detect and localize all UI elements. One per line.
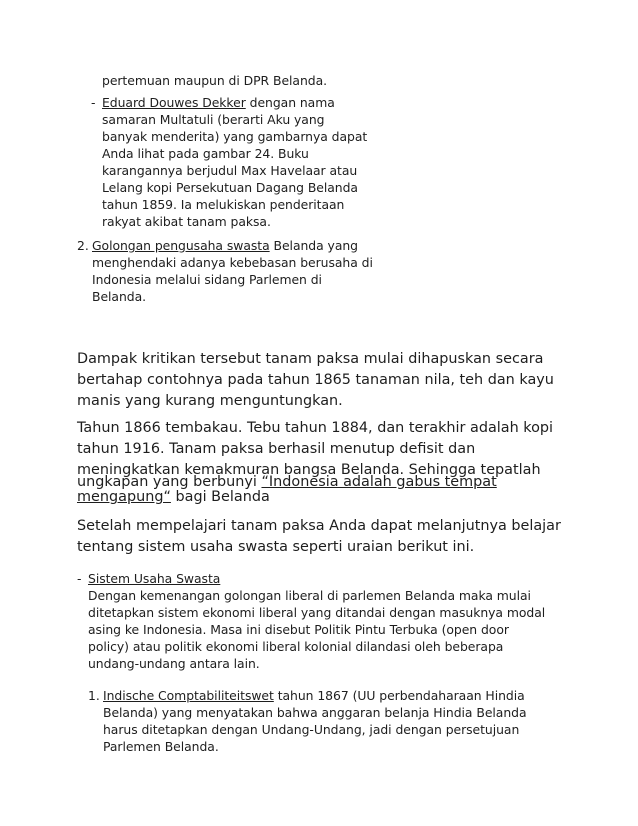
item-number: 2. [77, 238, 89, 253]
swasta-line: undang-undang antara lain. [88, 656, 260, 671]
law1-line: Belanda) yang menyatakan bahwa anggaran belanja Hindia Belanda [103, 705, 527, 720]
item2-line: menghendaki adanya kebebasan berusaha di [92, 255, 373, 270]
swasta-line: policy) atau politik ekonomi liberal kolonial dilandasi oleh beberapa [88, 639, 504, 654]
law1-first-line [103, 688, 525, 704]
law1-tail: tahun 1867 (UU perbendaharaan Hindia [273, 688, 525, 703]
dekker-name: Eduard Douwes Dekker [102, 95, 246, 110]
para2-quote-end [77, 487, 270, 508]
quote-text-end: mengapung“ [77, 489, 171, 505]
para1-line: bertahap contohnya pada tahun 1865 tanaman nila, teh dan kayu [77, 372, 554, 388]
dekker-tail: dengan nama [245, 95, 335, 110]
bullet-dash: - [77, 571, 82, 586]
dekker-line: tahun 1859. Ia melukiskan penderitaan [102, 197, 345, 212]
swasta-line: ditetapkan sistem ekonomi liberal yang ditandai dengan masuknya modal [88, 605, 546, 620]
swasta-line: asing ke Indonesia. Masa ini disebut Politik Pintu Terbuka (open door [88, 622, 509, 637]
law1-line: Parlemen Belanda. [103, 739, 219, 754]
para2-pre: ungkapan yang berbunyi [77, 474, 262, 490]
dekker-line: rakyat akibat tanam paksa. [102, 214, 271, 229]
line-dpr: pertemuan maupun di DPR Belanda. [102, 73, 328, 88]
bullet-dash: - [91, 95, 96, 110]
swasta-line: Dengan kemenangan golongan liberal di parlemen Belanda maka mulai [88, 588, 531, 603]
line-dekker [102, 95, 335, 111]
para1-line: manis yang kurang menguntungkan. [77, 393, 343, 409]
law1-line: harus ditetapkan dengan Undang-Undang, jadi dengan persetujuan [103, 722, 520, 737]
item2-term: Golongan pengusaha swasta [92, 238, 270, 253]
dekker-line: karangannya berjudul Max Havelaar atau [102, 163, 358, 178]
para2-line: meningkatkan kemakmuran bangsa Belanda. Sehingga tepatlah [77, 462, 541, 478]
para2-line: tahun 1916. Tanam paksa berhasil menutup defisit dan [77, 441, 476, 457]
para2-post: bagi Belanda [170, 489, 270, 505]
dekker-line: samaran Multatuli (berarti Aku yang [102, 112, 325, 127]
section-title: Sistem Usaha Swasta [88, 571, 221, 586]
item2-tail: Belanda yang [269, 238, 358, 253]
para2-line: Tahun 1866 tembakau. Tebu tahun 1884, dan terakhir adalah kopi [77, 420, 554, 436]
dekker-line: Lelang kopi Persekutuan Dagang Belanda [102, 180, 358, 195]
dekker-line: Anda lihat pada gambar 24. Buku [102, 146, 309, 161]
item2-line: Belanda. [92, 289, 147, 304]
quote-text: “Indonesia adalah gabus tempat [261, 474, 497, 490]
law1-term: Indische Comptabiliteitswet [103, 688, 274, 703]
para1-line: Dampak kritikan tersebut tanam paksa mulai dihapuskan secara [77, 351, 544, 367]
para3-line: Setelah mempelajari tanam paksa Anda dapat melanjutnya belajar [77, 518, 561, 534]
item2-line: Indonesia melalui sidang Parlemen di [92, 272, 322, 287]
item2-first-line [92, 238, 358, 254]
dekker-line: banyak menderita) yang gambarnya dapat [102, 129, 368, 144]
law-number: 1. [88, 688, 100, 703]
para3-line: tentang sistem usaha swasta seperti uraian berikut ini. [77, 539, 475, 555]
